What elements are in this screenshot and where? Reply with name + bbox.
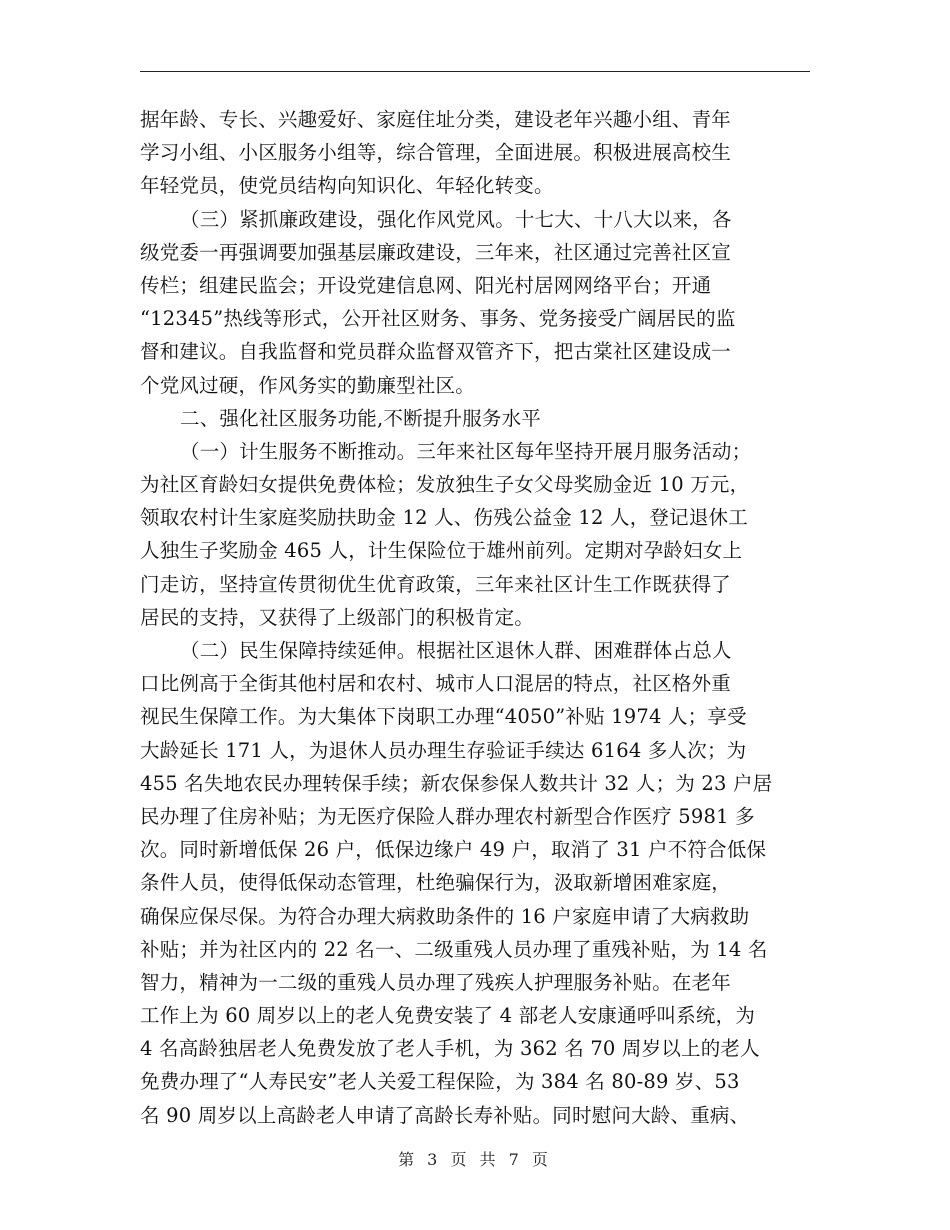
text-line: 二、强化社区服务功能,不断提升服务水平 bbox=[180, 406, 541, 430]
text-line: “12345”热线等形式，公开社区财务、事务、党务接受广阔居民的监 bbox=[140, 307, 736, 331]
text-line: 工作上为 60 周岁以上的老人免费安装了 4 部老人安康通呼叫系统，为 bbox=[140, 1004, 756, 1028]
text-line: 为社区育龄妇女提供免费体检；发放独生子女父母奖励金近 10 万元， bbox=[140, 473, 750, 497]
text-line: （一）计生服务不断推动。三年来社区每年坚持开展月服务活动； bbox=[180, 439, 752, 463]
text-line: 人独生子奖励金 465 人，计生保险位于雄州前列。定期对孕龄妇女上 bbox=[140, 539, 743, 563]
text-line: 免费办理了“人寿民安”老人关爱工程保险，为 384 名 80-89 岁、53 bbox=[140, 1070, 740, 1094]
text-line: 据年龄、专长、兴趣爱好、家庭住址分类，建设老年兴趣小组、青年 bbox=[140, 108, 732, 131]
text-line: 智力，精神为一二级的重残人员办理了残疾人护理服务补贴。在老年 bbox=[140, 970, 732, 994]
text-line: 455 名失地农民办理转保手续；新农保参保人数共计 32 人；为 23 户居 bbox=[140, 771, 773, 795]
text-line: 居民的支持，又获得了上级部门的积极肯定。 bbox=[140, 605, 535, 629]
text-line: 名 90 周岁以上高龄老人申请了高龄长寿补贴。同时慰问大龄、重病、 bbox=[140, 1103, 750, 1127]
text-line: 补贴；并为社区内的 22 名一、二级重残人员办理了重残补贴，为 14 名 bbox=[140, 937, 768, 961]
text-line: 领取农村计生家庭奖励扶助金 12 人、伤残公益金 12 人，登记退休工 bbox=[140, 506, 748, 530]
text-line: 视民生保障工作。为大集体下岗职工办理“4050”补贴 1974 人；享受 bbox=[140, 705, 747, 729]
text-line: 口比例高于全街其他村居和农村、城市人口混居的特点，社区格外重 bbox=[140, 672, 732, 696]
header-rule bbox=[140, 71, 810, 72]
text-line: 学习小组、小区服务小组等，综合管理，全面进展。积极进展高校生 bbox=[140, 141, 732, 165]
document-body bbox=[140, 103, 812, 1132]
page-footer bbox=[0, 1150, 950, 1170]
text-line: 传栏；组建民监会；开设党建信息网、阳光村居网网络平台；开通 bbox=[140, 273, 712, 297]
text-line: 个党风过硬，作风务实的勤廉型社区。 bbox=[140, 373, 475, 397]
text-line: 门走访，坚持宣传贯彻优生优育政策，三年来社区计生工作既获得了 bbox=[140, 572, 732, 596]
text-line: （三）紧抓廉政建设，强化作风党风。十七大、十八大以来，各 bbox=[180, 207, 732, 231]
text-line: 条件人员，使得低保动态管理，杜绝骗保行为，汲取新增困难家庭， bbox=[140, 871, 732, 895]
text-line: 次。同时新增低保 26 户，低保边缘户 49 户，取消了 31 户不符合低保 bbox=[140, 838, 767, 862]
text-line: 大龄延长 171 人，为退休人员办理生存验证手续达 6164 多人次；为 bbox=[140, 738, 747, 762]
text-line: 级党委一再强调要加强基层廉政建设，三年来，社区通过完善社区宣 bbox=[140, 240, 732, 264]
text-line: 督和建议。自我监督和党员群众监督双管齐下，把古棠社区建设成一 bbox=[140, 340, 732, 364]
page-number-label: 第 3 页 共 7 页 bbox=[398, 1150, 552, 1169]
text-line: 确保应保尽保。为符合办理大病救助条件的 16 户家庭申请了大病救助 bbox=[140, 904, 750, 928]
text-line: （二）民生保障持续延伸。根据社区退休人群、困难群体占总人 bbox=[180, 639, 732, 662]
text-line: 年轻党员，使党员结构向知识化、年轻化转变。 bbox=[140, 174, 554, 198]
text-line: 4 名高龄独居老人免费发放了老人手机，为 362 名 70 周岁以上的老人 bbox=[140, 1037, 760, 1061]
text-line: 民办理了住房补贴；为无医疗保险人群办理农村新型合作医疗 5981 多 bbox=[140, 804, 755, 828]
